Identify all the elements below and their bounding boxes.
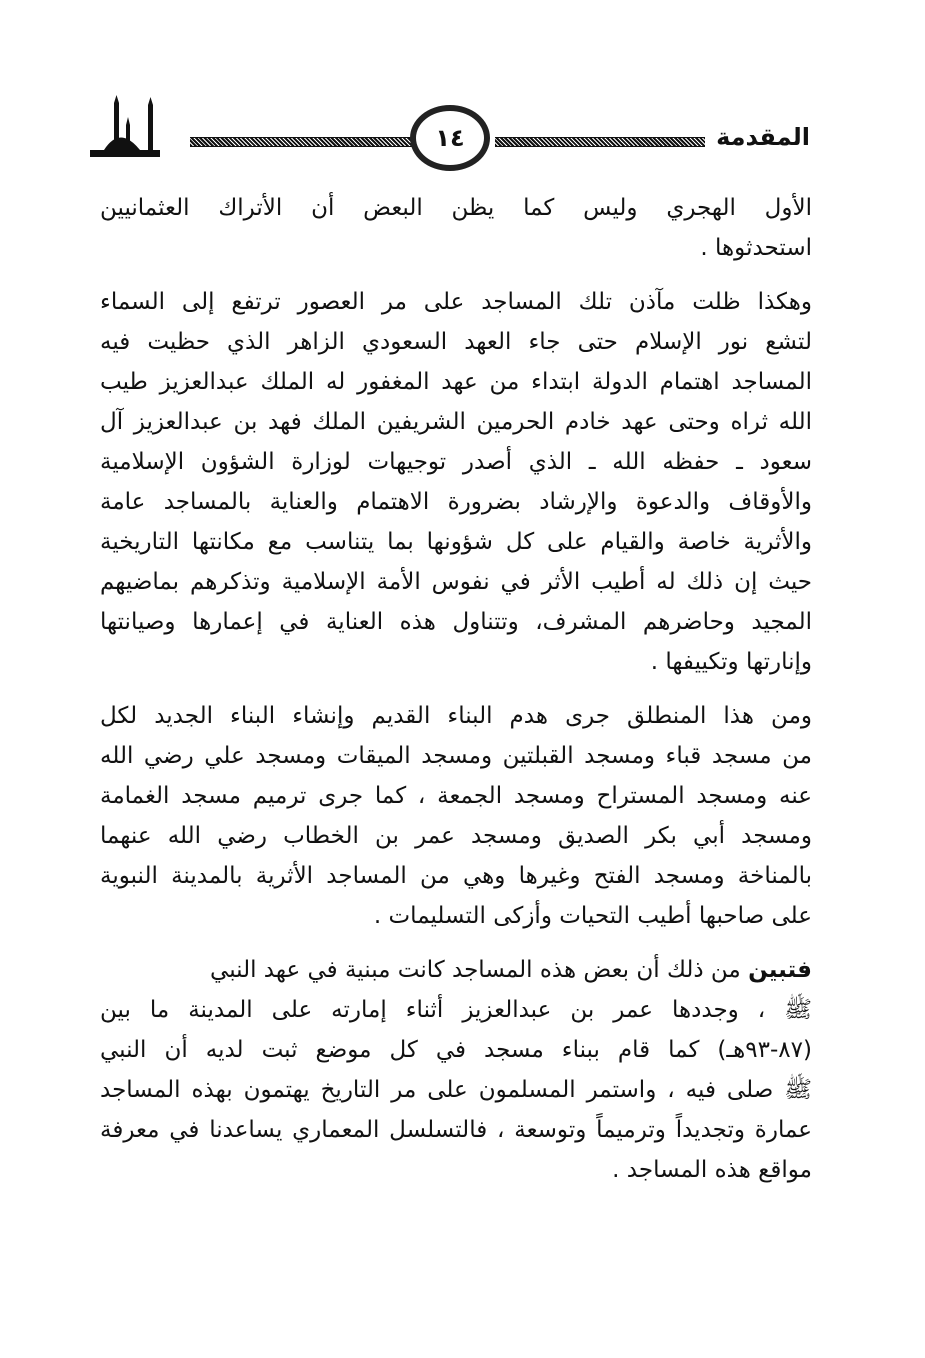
text-line: وإنارتها وتكييفها . [650, 649, 812, 675]
text-line: بالمناخة ومسجد الفتح وغيرها وهي من المساجد الأثرية بالمدينة النبوية [100, 863, 812, 889]
text-line: والأوقاف والدعوة والإرشاد بضرورة الاهتمام والعناية بالمساجد عامة [100, 489, 812, 515]
text-line: من مسجد قباء ومسجد القبلتين ومسجد الميقات ومسجد علي رضي الله [100, 743, 812, 769]
mosque-minarets-icon [90, 95, 160, 157]
text-line: ﷺ ، وجددها عمر بن عبدالعزيز أثناء إمارته على المدينة ما بين [100, 997, 812, 1023]
text-line: (٨٧-٩٣هـ) كما قام ببناء مسجد في كل موضع ثبت لديه أن النبي [100, 1037, 812, 1063]
page-header [90, 95, 810, 165]
text-line: حيث إن ذلك له أطيب الأثر في نفوس الأمة الإسلامية وتذكرهم بماضيهم [100, 569, 812, 595]
text-line: مواقع هذه المساجد . [612, 1157, 812, 1183]
text-line: ومسجد أبي بكر الصديق ومسجد عمر بن الخطاب رضي الله عنهما [100, 823, 812, 849]
text-line: المساجد اهتمام الدولة ابتداء من عهد المغفور له الملك عبدالعزيز طيب [100, 369, 812, 395]
text-line: المجيد وحاضرهم المشرف، وتتناول هذه العناية في إعمارها وصيانتها [100, 609, 812, 635]
chapter-title: المقدمة [716, 123, 810, 151]
text-line: والأثرية خاصة والقيام على كل شؤونها بما يتناسب مع مكانتها التاريخية [100, 529, 812, 555]
text-line: ومن هذا المنطلق جرى هدم البناء القديم وإنشاء البناء الجديد لكل [100, 703, 812, 729]
text-line: استحدثوها . [700, 235, 812, 261]
text-line: عنه ومسجد المستراح ومسجد الجمعة ، كما جرى ترميم مسجد الغمامة [100, 783, 812, 809]
text-line: سعود ـ حفظه الله ـ الذي أصدر توجيهات لوزارة الشؤون الإسلامية [100, 449, 812, 475]
paragraph-2 [100, 282, 812, 682]
text-line: لتشع نور الإسلام حتى جاء العهد السعودي الزاهر الذي حظيت فيه [100, 329, 812, 355]
text-line: ﷺ صلى فيه ، واستمر المسلمون على مر التاريخ يهتمون بهذه المساجد [100, 1077, 812, 1103]
text-line [100, 950, 812, 990]
paragraph-1 [100, 188, 812, 268]
text-line: عمارة وتجديداً وترميماً وتوسعة ، فالتسلسل المعماري يساعدنا في معرفة [100, 1117, 812, 1143]
text-line: الله ثراه وحتى عهد خادم الحرمين الشريفين الملك فهد بن عبدالعزيز آل [100, 409, 812, 435]
page-number: ١٤ [410, 105, 490, 171]
header-rule-left [190, 137, 420, 147]
text-line: على صاحبها أطيب التحيات وأزكى التسليمات . [373, 903, 812, 929]
header-rule-right [495, 137, 705, 147]
paragraph-3 [100, 696, 812, 936]
paragraph-4 [100, 950, 812, 1190]
text-line: الأول الهجري وليس كما يظن البعض أن الأتراك العثمانيين [100, 195, 812, 221]
text-span: من ذلك أن بعض هذه المساجد كانت مبنية في عهد النبي [210, 957, 749, 983]
lead-word: فتبين [748, 957, 812, 983]
text-line: وهكذا ظلت مآذن تلك المساجد على مر العصور ترتفع إلى السماء [100, 289, 812, 315]
body-text [100, 188, 812, 1204]
